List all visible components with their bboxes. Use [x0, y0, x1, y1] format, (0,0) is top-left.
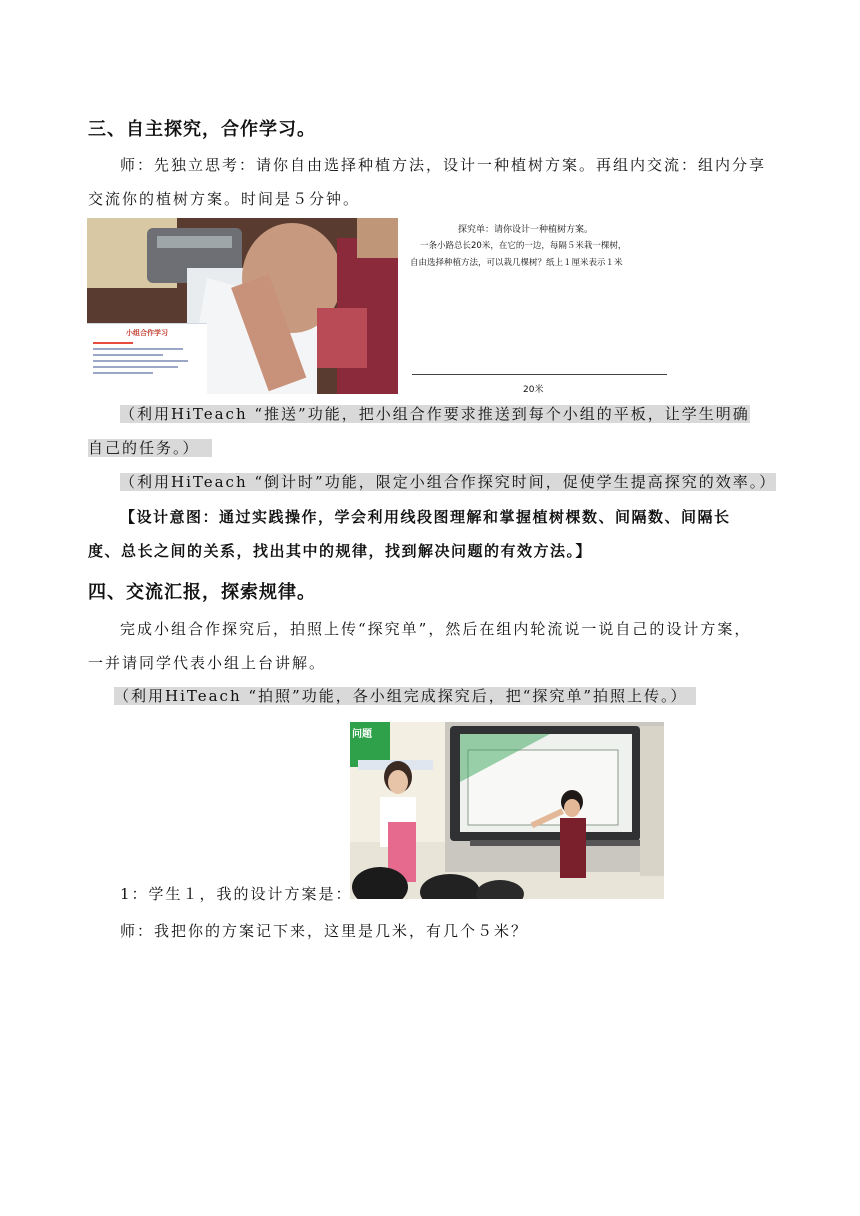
paragraph-line: 一并请同学代表小组上台讲解。	[88, 654, 327, 672]
paragraph-line: 交流你的植树方案。时间是５分钟。	[88, 190, 361, 208]
worksheet-segment	[412, 374, 667, 375]
paragraph-line: 完成小组合作探究后，拍照上传“探究单”，然后在组内轮流说一说自己的设计方案，	[120, 620, 752, 638]
design-intent-line: 度、总长之间的关系，找出其中的规律，找到解决问题的有效方法。】	[88, 542, 593, 560]
worksheet-line: 自由选择种植方法，可以栽几棵树？纸上１厘米表示１米	[410, 258, 623, 268]
note-line: （利用HiTeach “推送”功能，把小组合作要求推送到每个小组的平板，让学生明确	[120, 405, 750, 423]
tablet-card	[87, 323, 207, 394]
worksheet-image	[398, 218, 688, 394]
worksheet-segment-label: 20米	[523, 385, 544, 394]
section-heading: 三、自主探究，合作学习。	[88, 119, 316, 140]
paragraph-line: 师：我把你的方案记下来，这里是几米，有几个５米？	[120, 922, 529, 940]
photo-classroom	[350, 722, 664, 899]
worksheet-title: 探究单：请你设计一种植树方案。	[458, 225, 594, 235]
note-line: 自己的任务。）	[88, 431, 212, 465]
note-line: （利用HiTeach “倒计时”功能，限定小组合作探究时间，促使学生提高探究的效率。）	[120, 473, 777, 491]
note-line: （利用HiTeach “拍照”功能，各小组完成探究后，把“探究单”拍照上传。）	[114, 679, 696, 713]
paragraph-line: 师：先独立思考：请你自由选择种植方法，设计一种植树方案。再组内交流：组内分享	[120, 156, 767, 174]
worksheet-line: 一条小路总长20米，在它的一边，每隔５米栽一棵树，	[420, 241, 627, 251]
tablet-card-title: 小组合作学习	[126, 329, 168, 337]
design-intent-line: 【设计意图：通过实践操作，学会利用线段图理解和掌握植树棵数、间隔数、间隔长	[120, 508, 731, 526]
board-label: 问题	[352, 729, 372, 740]
photo-students-working	[87, 218, 398, 394]
section-heading: 四、交流汇报，探索规律。	[88, 582, 316, 603]
paragraph-line: 1：学生１，我的设计方案是：	[120, 885, 353, 903]
